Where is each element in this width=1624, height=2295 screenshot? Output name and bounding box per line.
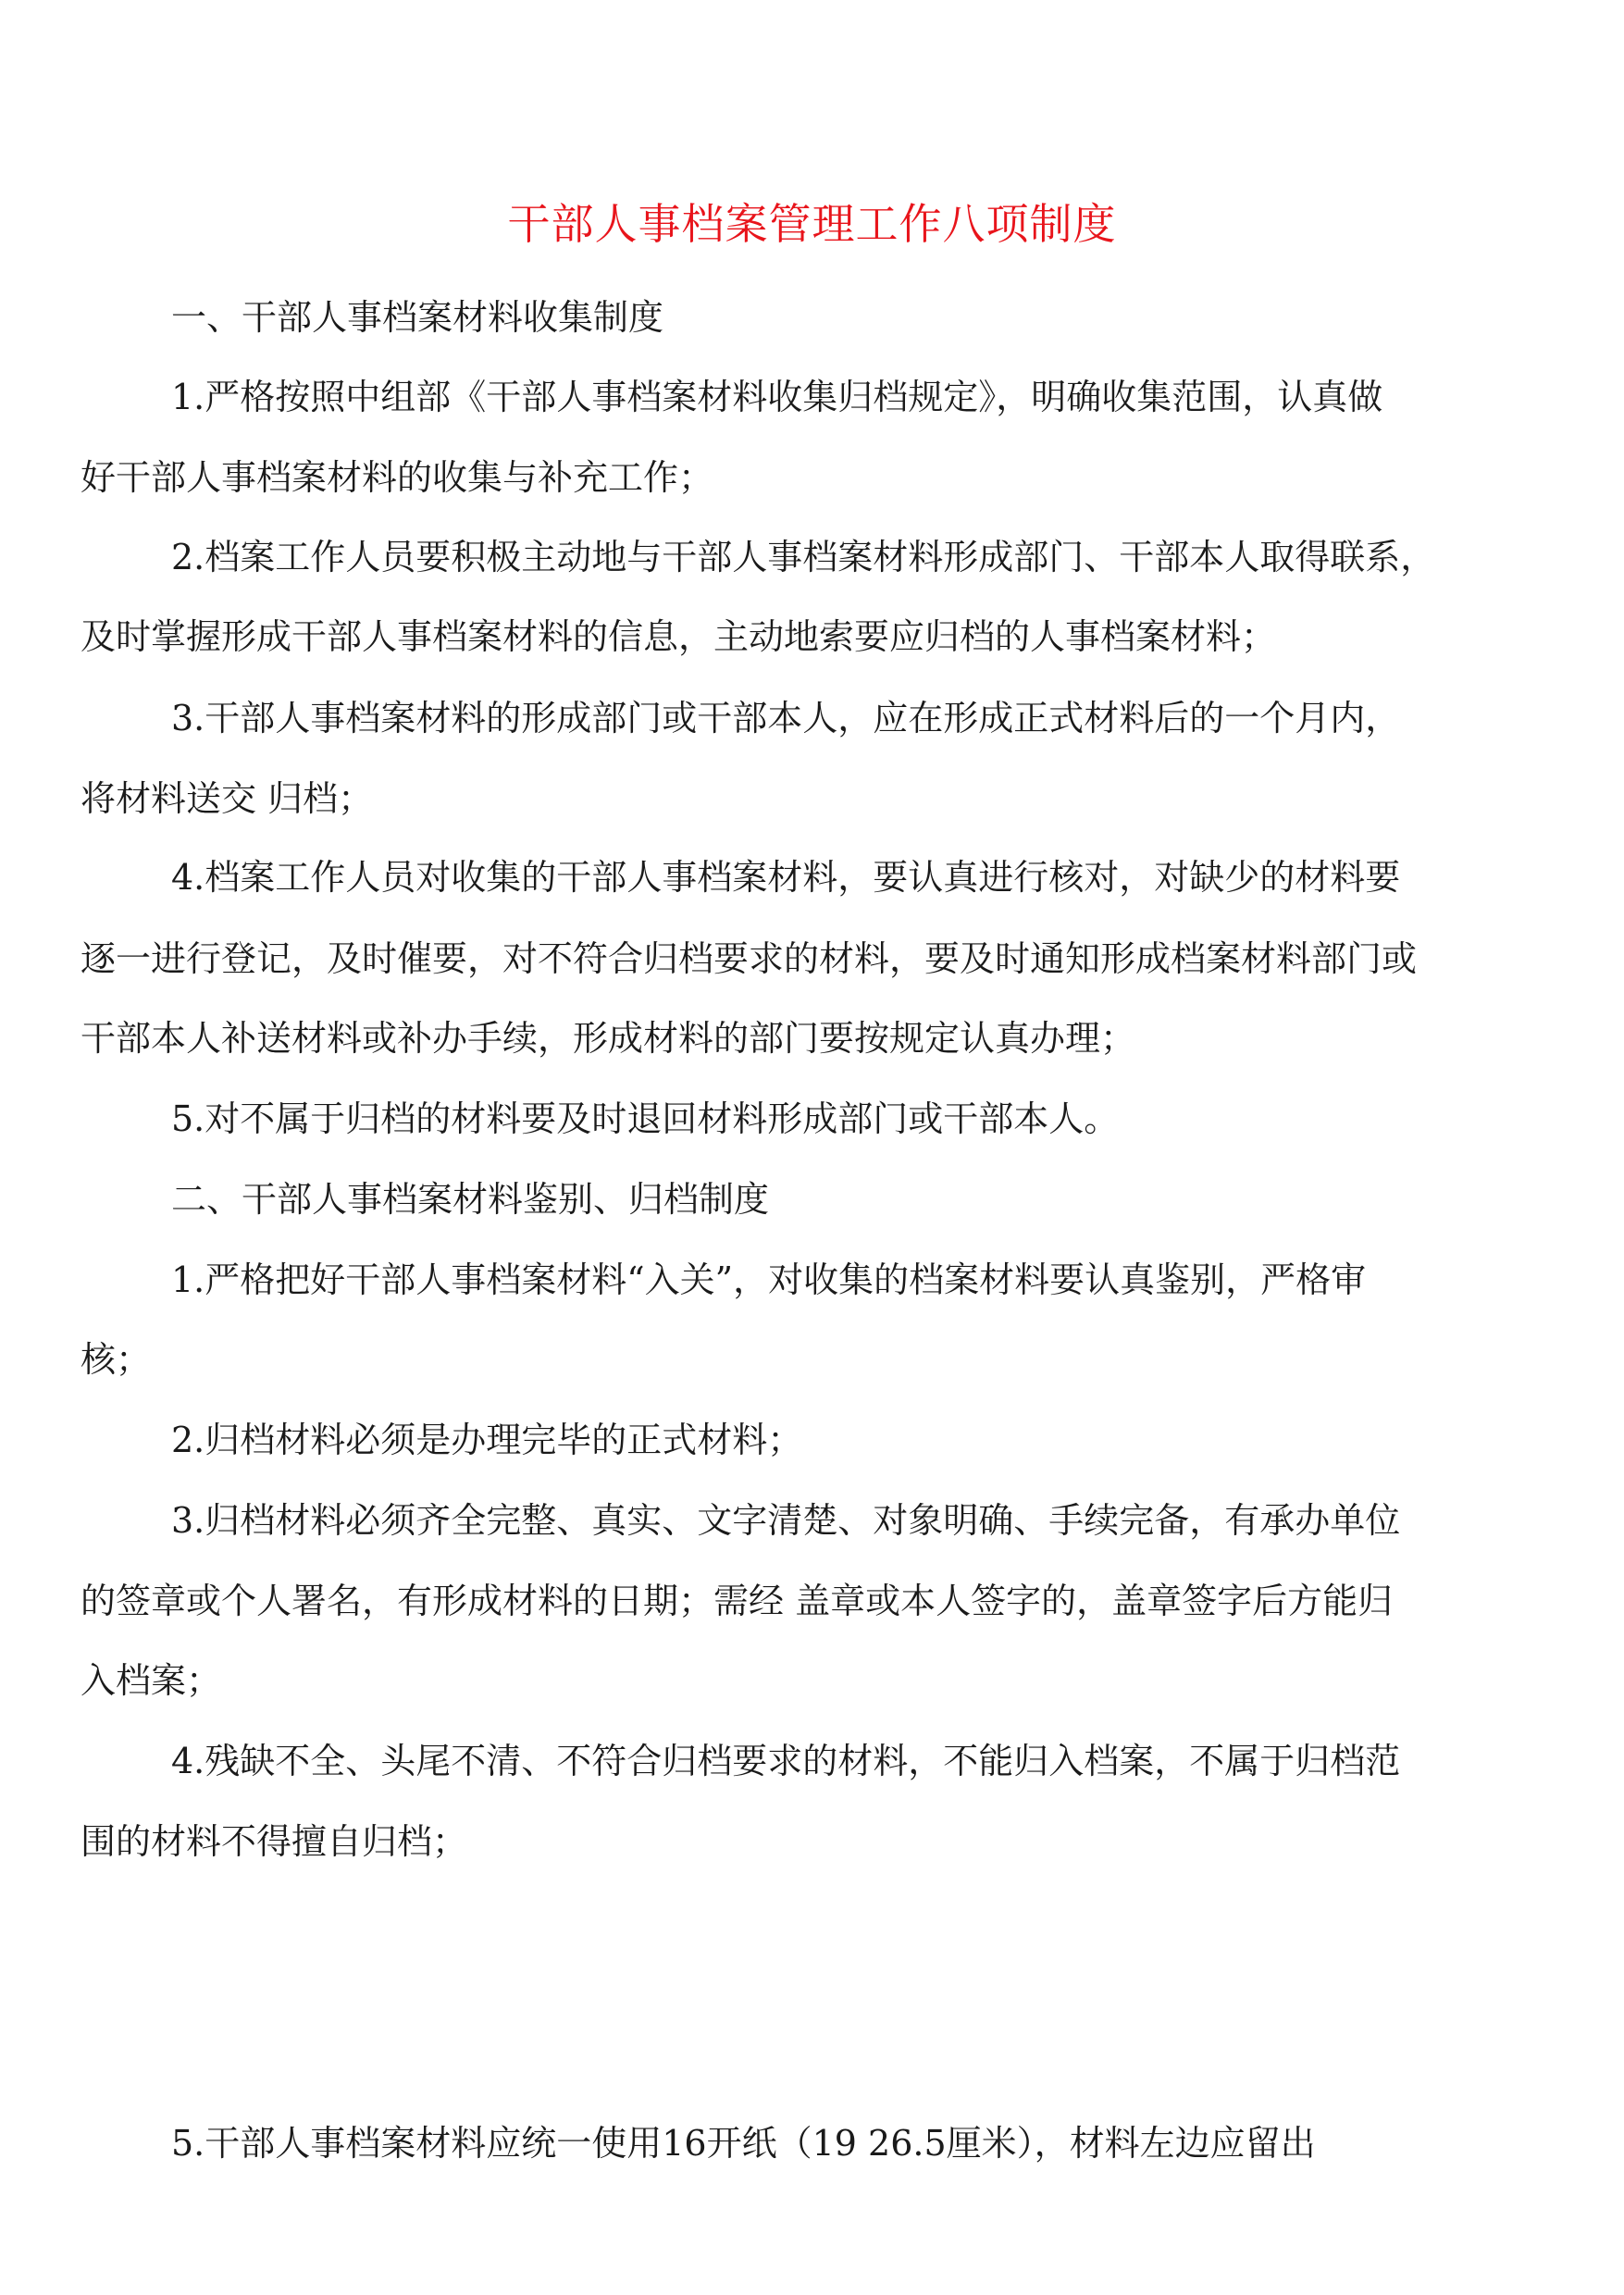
paragraph-line: 4.档案工作人员对收集的干部人事档案材料，要认真进行核对，对缺少的材料要: [171, 857, 1401, 898]
paragraph-line: 的签章或个人署名，有形成材料的日期；需经 盖章或本人签字的，盖章签字后方能归: [81, 1581, 1394, 1621]
paragraph-line: 3.归档材料必须齐全完整、真实、文字清楚、对象明确、手续完备，有承办单位: [171, 1500, 1401, 1541]
paragraph-line: 2.档案工作人员要积极主动地与干部人事档案材料形成部门、干部本人取得联系，: [171, 537, 1436, 577]
document-title: 干部人事档案管理工作八项制度: [507, 199, 1117, 249]
paragraph-line: 将材料送交 归档；: [81, 778, 374, 819]
paragraph-line: 3.干部人事档案材料的形成部门或干部本人，应在形成正式材料后的一个月内，: [171, 698, 1401, 738]
paragraph-line: 干部本人补送材料或补办手续，形成材料的部门要按规定认真办理；: [81, 1018, 1136, 1059]
paragraph-line: 好干部人事档案材料的收集与补充工作；: [81, 457, 714, 498]
paragraph-line: 5.干部人事档案材料应统一使用16开纸（19 26.5厘米），材料左边应留出: [171, 2123, 1316, 2164]
paragraph-line: 1.严格按照中组部《干部人事档案材料收集归档规定》，明确收集范围，认真做: [171, 377, 1383, 417]
paragraph-line: 及时掌握形成干部人事档案材料的信息，主动地索要应归档的人事档案材料；: [81, 616, 1277, 657]
paragraph-line: 入档案；: [81, 1660, 222, 1701]
section-heading-1: 一、干部人事档案材料收集制度: [171, 297, 664, 338]
paragraph-line: 核；: [81, 1339, 152, 1380]
paragraph-line: 5.对不属于归档的材料要及时退回材料形成部门或干部本人。: [171, 1098, 1120, 1139]
paragraph-line: 4.残缺不全、头尾不清、不符合归档要求的材料，不能归入档案，不属于归档范: [171, 1741, 1401, 1781]
paragraph-line: 围的材料不得擅自归档；: [81, 1821, 468, 1862]
paragraph-line: 1.严格把好干部人事档案材料“入关”，对收集的档案材料要认真鉴别，严格审: [171, 1259, 1367, 1300]
paragraph-line: 2.归档材料必须是办理完毕的正式材料；: [171, 1420, 803, 1460]
section-heading-2: 二、干部人事档案材料鉴别、归档制度: [171, 1179, 770, 1220]
paragraph-line: 逐一进行登记，及时催要，对不符合归档要求的材料，要及时通知形成档案材料部门或: [81, 938, 1418, 979]
